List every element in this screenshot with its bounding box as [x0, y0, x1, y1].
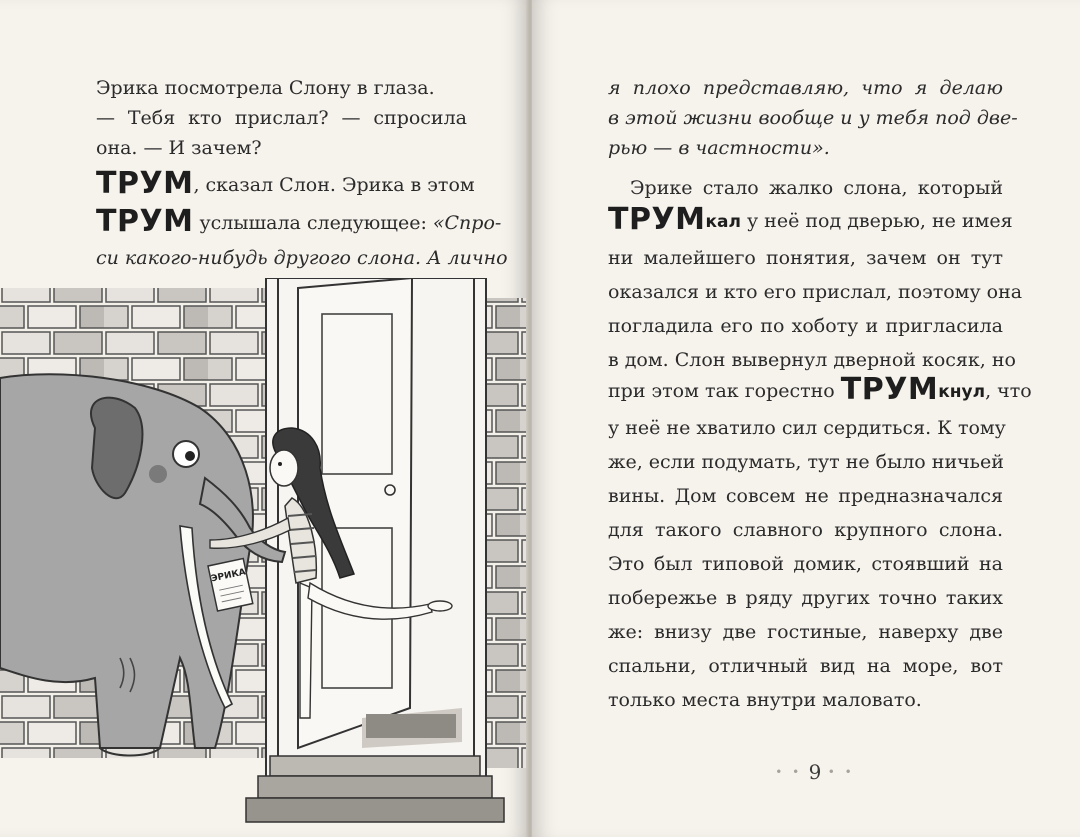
- trum-suffix: кал: [705, 212, 741, 232]
- text-line: рью — в частности».: [608, 137, 830, 159]
- text-fragment: услышала следующее:: [193, 212, 433, 234]
- text-line: в этой жизни вообще и у тебя под две-: [608, 107, 1018, 129]
- page-number: [760, 760, 870, 784]
- trum-word: ТРУМ: [96, 166, 194, 201]
- text-line: — Тебя кто прислал? — спросила: [96, 107, 467, 129]
- text-line: си какого-нибудь другого слона. А лично: [96, 247, 508, 269]
- text-fragment: при этом так горестно: [608, 380, 841, 402]
- text-line: Эрика посмотрела Слону в глаза.: [96, 77, 435, 99]
- text-line: Эрике стало жалко слона, который: [630, 177, 1003, 199]
- text-line: только места внутри маловато.: [608, 689, 922, 711]
- text-line: Это был типовой домик, стоявший на: [608, 553, 1003, 575]
- text-line: же: внизу две гостиные, наверху две: [608, 621, 1003, 643]
- text-line: же, если подумать, тут не было ничьей: [608, 451, 1004, 473]
- text-fragment: , сказал Слон. Эрика в этом: [193, 174, 475, 196]
- text-line-trum: [96, 204, 502, 239]
- text-line: вины. Дом совсем не предназначался: [608, 485, 1003, 507]
- trum-word: ТРУМ: [840, 372, 939, 407]
- left-page: [0, 0, 528, 837]
- text-line-trum: [608, 372, 1032, 407]
- elephant-girl-door-illustration: [0, 278, 528, 837]
- text-line: побережье в ряду других точно таких: [608, 587, 1003, 609]
- text-line: ни малейшего понятия, зачем он тут: [608, 247, 1003, 269]
- page-number-dots-left: • •: [775, 765, 803, 779]
- trum-word: ТРУМ: [608, 202, 706, 237]
- trum-suffix: кнул: [938, 382, 986, 402]
- text-line: у неё не хватило сил сердиться. К тому: [608, 417, 1006, 439]
- page-number-dots-right: • •: [827, 765, 855, 779]
- text-line: в дом. Слон вывернул дверной косяк, но: [608, 349, 1016, 371]
- page-number-value: 9: [808, 760, 822, 784]
- text-line-trum: [96, 166, 475, 201]
- text-line: погладила его по хоботу и пригласила: [608, 315, 1003, 337]
- text-line: для такого славного крупного слона.: [608, 519, 1003, 541]
- text-line-trum: [608, 202, 1013, 237]
- text-fragment: у неё под дверью, не имея: [740, 210, 1013, 232]
- italic-fragment: «Спро-: [432, 212, 502, 234]
- note-label: ЭРИКА: [210, 567, 247, 585]
- text-fragment: , что: [985, 380, 1032, 402]
- trum-word: ТРУМ: [96, 204, 194, 239]
- text-line: оказался и кто его прислал, поэтому она: [608, 281, 1023, 303]
- right-page: [532, 0, 1080, 837]
- text-line: спальни, отличный вид на море, вот: [608, 655, 1003, 677]
- text-line: я плохо представляю, что я делаю: [608, 77, 1003, 99]
- text-line: она. — И зачем?: [96, 137, 262, 159]
